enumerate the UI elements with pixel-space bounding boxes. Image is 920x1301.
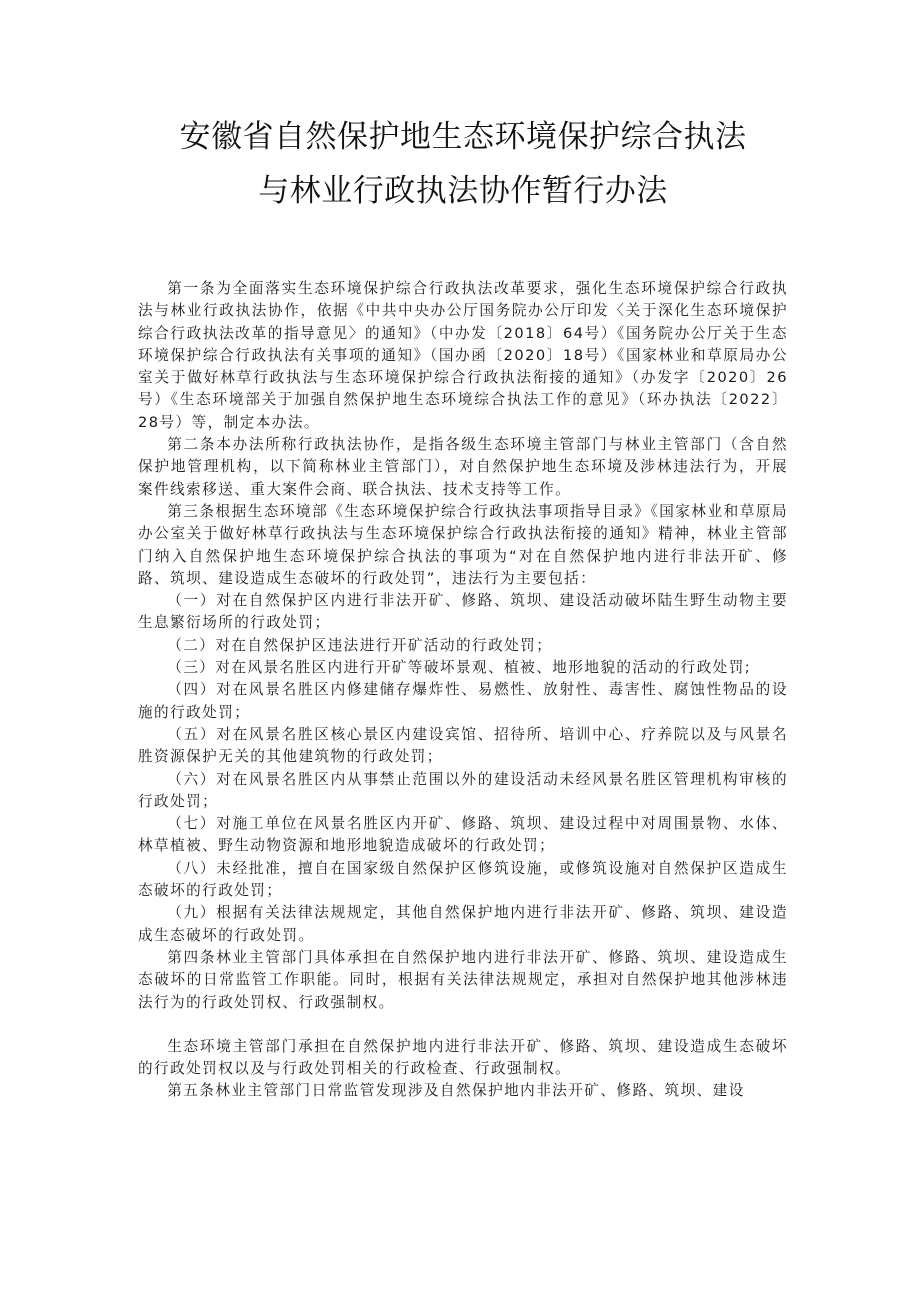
list-item-1: （一）对在自然保护区内进行非法开矿、修路、筑坝、建设活动破坏陆生野生动物主要生息繁衍场所的行政处罚； — [138, 592, 788, 632]
article-3-paragraph: 第三条根据生态环境部《生态环境保护综合行政执法事项指导目录》《国家林业和草原局办公室关于做好林草行政执法与生态环境保护综合行政执法衔接的通知》精神，林业主管部门纳入自然保护地生态环境保护综合执法的事项为“对在自然保护地内进行非法开矿、修路、筑坝、建设造成生态破坏的行政处罚”，违法行为主要包括： — [138, 502, 788, 587]
title-line-2: 与林业行政执法协作暂行办法 — [258, 173, 668, 209]
list-item-3: （三）对在风景名胜区内进行开矿等破坏景观、植被、地形地貌的活动的行政处罚; — [167, 659, 752, 677]
list-item-6: （六）对在风景名胜区内从事禁止范围以外的建设活动未经风景名胜区管理机构审核的行政处罚； — [138, 770, 788, 810]
list-item-4: （四）对在风景名胜区内修建储存爆炸性、易燃性、放射性、毒害性、腐蚀性物品的设施的行政处罚； — [138, 681, 788, 721]
document-body — [138, 278, 788, 1103]
document-page — [138, 0, 788, 1103]
title-line-1: 安徽省自然保护地生态环境保护综合执法 — [179, 119, 747, 155]
article-1-paragraph: 第一条为全面落实生态环境保护综合行政执法改革要求，强化生态环境保护综合行政执法与林业行政执法协作，依据《中共中央办公厅国务院办公厅印发〈关于深化生态环境保护综合行政执法改革的指导意见〉的通知》（中办发〔2018〕64号）《国务院办公厅关于生态环境保护综合行政执法有关事项的通知》（国办函〔2020〕18号）《国家林业和草原局办公室关于做好林草行政执法与生态环境保护综合行政执法衔接的通知》（办发字〔2020〕26号）《生态环境部关于加强自然保护地生态环境综合执法工作的意见》（环办执法〔2022〕28号）等，制定本办法。 — [138, 280, 788, 431]
document-title — [138, 110, 788, 218]
article-5-paragraph: 第五条林业主管部门日常监管发现涉及自然保护地内非法开矿、修路、筑坝、建设 — [167, 1082, 745, 1100]
article-2-paragraph: 第二条本办法所称行政执法协作，是指各级生态环境主管部门与林业主管部门（含自然保护地管理机构，以下简称林业主管部门），对自然保护地生态环境及涉林违法行为，开展案件线索移送、重大案件会商、联合执法、技术支持等工作。 — [138, 436, 788, 498]
list-item-7: （七）对施工单位在风景名胜区内开矿、修路、筑坝、建设过程中对周围景物、水体、林草植被、野生动物资源和地形地貌造成破坏的行政处罚； — [138, 815, 788, 855]
article-4-paragraph: 第四条林业主管部门具体承担在自然保护地内进行非法开矿、修路、筑坝、建设造成生态破坏的日常监管工作职能。同时，根据有关法律法规规定，承担对自然保护地其他涉林违法行为的行政处罚权、行政强制权。 — [138, 948, 788, 1011]
article-4-second-paragraph: 生态环境主管部门承担在自然保护地内进行非法开矿、修路、筑坝、建设造成生态破坏的行政处罚权以及与行政处罚相关的行政检查、行政强制权。 — [138, 1037, 788, 1078]
list-item-2: （二）对在自然保护区违法进行开矿活动的行政处罚； — [167, 636, 553, 654]
list-item-9: （九）根据有关法律法规规定，其他自然保护地内进行非法开矿、修路、筑坝、建设造成生态破坏的行政处罚。 — [138, 904, 788, 944]
list-item-8: （八）未经批准，擅自在国家级自然保护区修筑设施，或修筑设施对自然保护区造成生态破坏的行政处罚； — [138, 859, 788, 900]
list-item-5: （五）对在风景名胜区核心景区内建设宾馆、招待所、培训中心、疗养院以及与风景名胜资源保护无关的其他建筑物的行政处罚； — [138, 725, 788, 766]
